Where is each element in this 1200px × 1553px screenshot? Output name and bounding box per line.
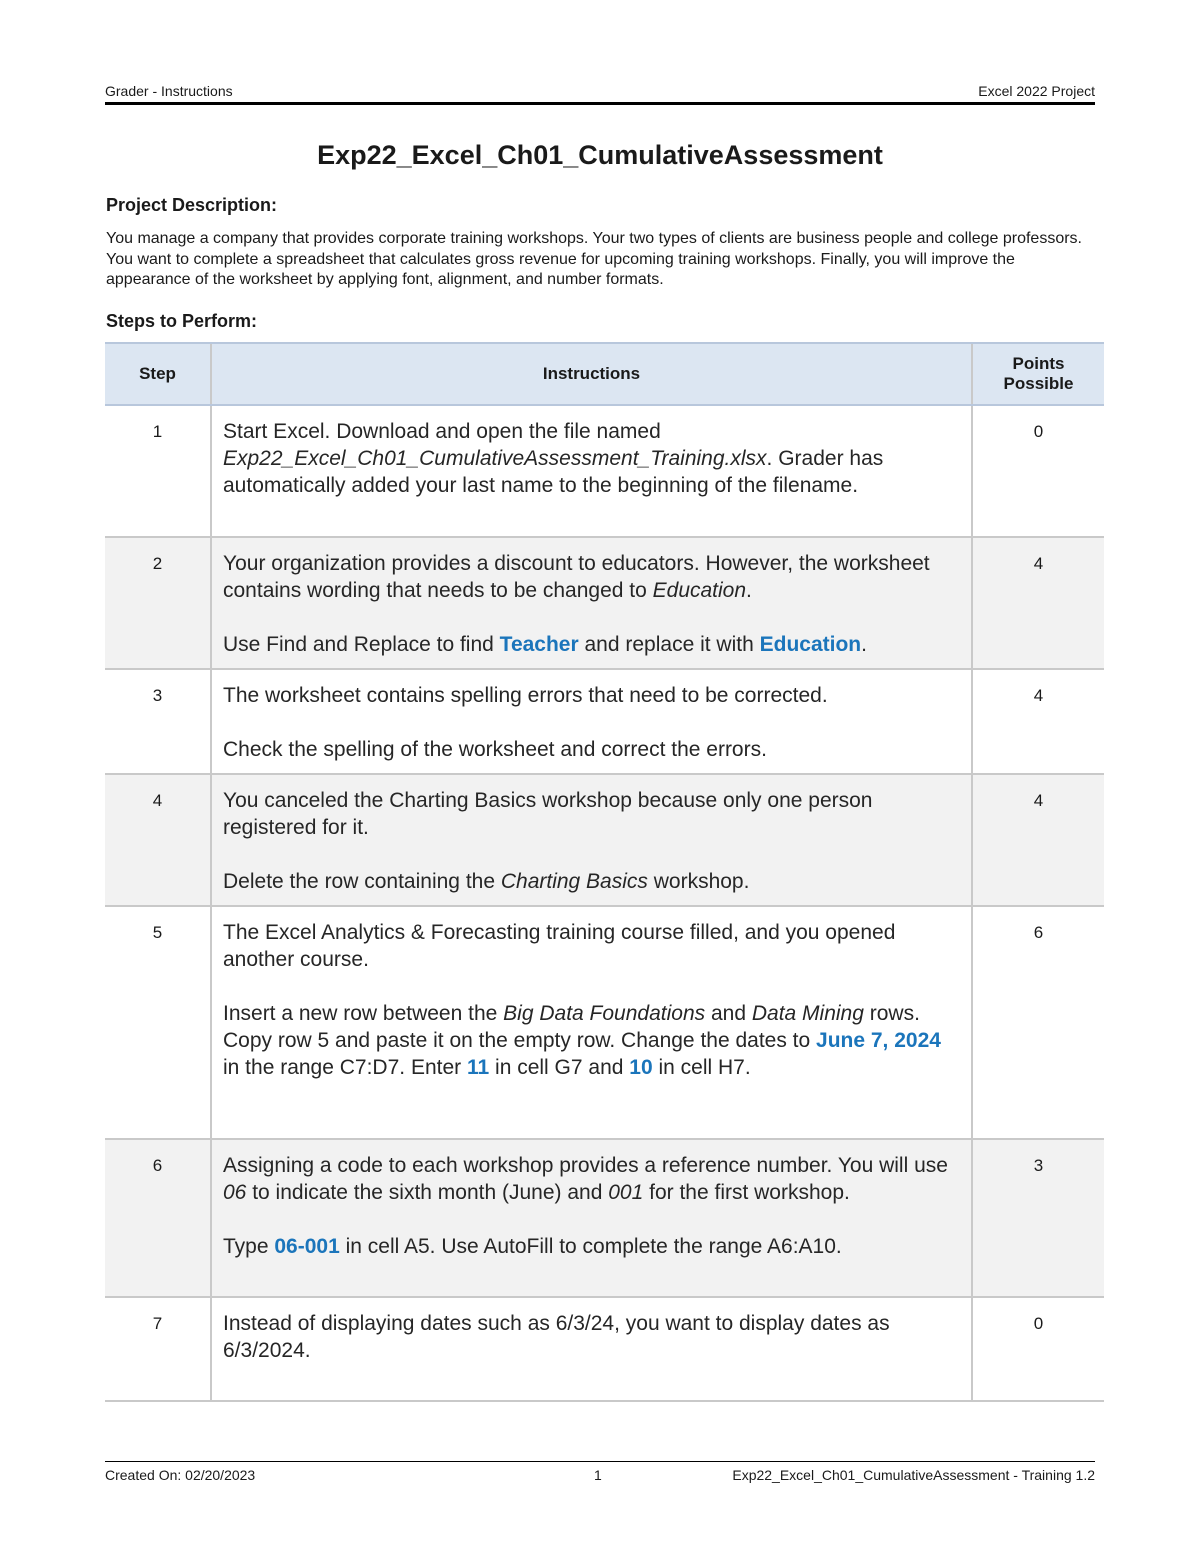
step-instructions: [211, 774, 972, 906]
text: and: [705, 1002, 752, 1025]
emphasis-text: Charting Basics: [500, 870, 648, 893]
table-row: [105, 537, 1104, 669]
text: .: [746, 579, 752, 602]
filename-text: Exp22_Excel_Ch01_CumulativeAssessment_Training.xlsx: [223, 447, 767, 470]
text: Instead of displaying dates such as 6/3/24, you want to display dates as 6/3/2024.: [223, 1312, 890, 1362]
highlight-value: June 7, 2024: [816, 1029, 941, 1052]
step-points: 0: [972, 1297, 1104, 1401]
text: for the first workshop.: [643, 1181, 850, 1204]
step-instructions: [211, 537, 972, 669]
table-row: [105, 669, 1104, 774]
text: Delete the row containing the: [223, 870, 501, 893]
emphasis-text: Education: [652, 579, 747, 602]
step-number: 4: [105, 774, 211, 906]
step-number: 6: [105, 1139, 211, 1297]
text: in cell H7.: [652, 1056, 751, 1079]
emphasis-text: Big Data Foundations: [503, 1002, 706, 1025]
header-right-text: Excel 2022 Project: [978, 83, 1095, 99]
footer-created-on: Created On: 02/20/2023: [105, 1467, 256, 1483]
step-instructions: [211, 906, 972, 1139]
header-left-text: Grader - Instructions: [105, 83, 233, 99]
text: The worksheet contains spelling errors that need to be corrected.: [223, 684, 828, 707]
step-number: 3: [105, 669, 211, 774]
header-instructions: Instructions: [211, 343, 972, 405]
step-number: 7: [105, 1297, 211, 1401]
text: in the range C7:D7. Enter: [223, 1056, 467, 1079]
step-instructions: [211, 1297, 972, 1401]
text: rows. Copy row 5 and paste it on the empty row. Change the dates to: [223, 1002, 920, 1052]
page-footer: [105, 1461, 1095, 1483]
step-number: 5: [105, 906, 211, 1139]
project-description-label: Project Description:: [106, 195, 278, 215]
text: to indicate the sixth month (June) and: [246, 1181, 609, 1204]
table-row: [105, 774, 1104, 906]
text: and replace it with: [578, 633, 760, 656]
step-points: 4: [972, 774, 1104, 906]
footer-doc-name: Exp22_Excel_Ch01_CumulativeAssessment - Training 1.2: [732, 1467, 1095, 1483]
text: The Excel Analytics & Forecasting training course filled, and you opened another course.: [223, 921, 896, 971]
step-points: 6: [972, 906, 1104, 1139]
text: Use Find and Replace to find: [223, 633, 500, 656]
highlight-value: 11: [466, 1056, 490, 1079]
step-points: 4: [972, 537, 1104, 669]
highlight-value: 10: [629, 1056, 653, 1079]
emphasis-text: 06: [223, 1181, 247, 1204]
footer-page-number: 1: [594, 1467, 602, 1483]
step-number: 2: [105, 537, 211, 669]
text: .: [861, 633, 867, 656]
step-points: 3: [972, 1139, 1104, 1297]
text: You canceled the Charting Basics workshop because only one person registered for it.: [223, 789, 873, 839]
step-instructions: [211, 405, 972, 537]
table-row: [105, 1297, 1104, 1401]
header-points-line1: Points: [1012, 354, 1065, 373]
document-title: Exp22_Excel_Ch01_CumulativeAssessment: [317, 140, 883, 170]
emphasis-text: Data Mining: [751, 1002, 864, 1025]
step-number: 1: [105, 405, 211, 537]
text: Check the spelling of the worksheet and correct the errors.: [223, 738, 767, 761]
emphasis-text: 001: [608, 1181, 644, 1204]
steps-label: Steps to Perform:: [106, 311, 258, 331]
highlight-value: Teacher: [499, 633, 579, 656]
step-points: 0: [972, 405, 1104, 537]
table-row: [105, 405, 1104, 537]
step-points: 4: [972, 669, 1104, 774]
project-description-text: You manage a company that provides corporate training workshops. Your two types of clients are business people and college professors. You want to complete a spreadsheet that calculates gross revenue for upcoming training workshops. Finally, you will improve the appearance of the worksheet by applying font, alignment, and number formats.: [106, 230, 1082, 288]
step-instructions: [211, 669, 972, 774]
text: Insert a new row between the: [223, 1002, 504, 1025]
text: Your organization provides a discount to educators. However, the worksheet contains wording that needs to be changed to: [223, 552, 930, 602]
highlight-value: Education: [759, 633, 862, 656]
text: Type: [223, 1235, 275, 1258]
table-header-row: [105, 343, 1104, 405]
header-points: [972, 343, 1104, 405]
text: . Grader has automatically added your last name to the beginning of the filename.: [223, 447, 884, 497]
steps-table: [105, 342, 1104, 1402]
table-row: [105, 1139, 1104, 1297]
text: Assigning a code to each workshop provides a reference number. You will use: [223, 1154, 948, 1177]
text: Start Excel. Download and open the file named: [223, 420, 661, 443]
table-row: [105, 906, 1104, 1139]
text: in cell A5. Use AutoFill to complete the range A6:A10.: [339, 1235, 842, 1258]
text: workshop.: [647, 870, 750, 893]
header-step: Step: [105, 343, 211, 405]
text: in cell G7 and: [489, 1056, 630, 1079]
highlight-value: 06-001: [274, 1235, 340, 1258]
page-header: [105, 82, 1095, 105]
header-points-line2: Possible: [1003, 374, 1074, 393]
step-instructions: [211, 1139, 972, 1297]
